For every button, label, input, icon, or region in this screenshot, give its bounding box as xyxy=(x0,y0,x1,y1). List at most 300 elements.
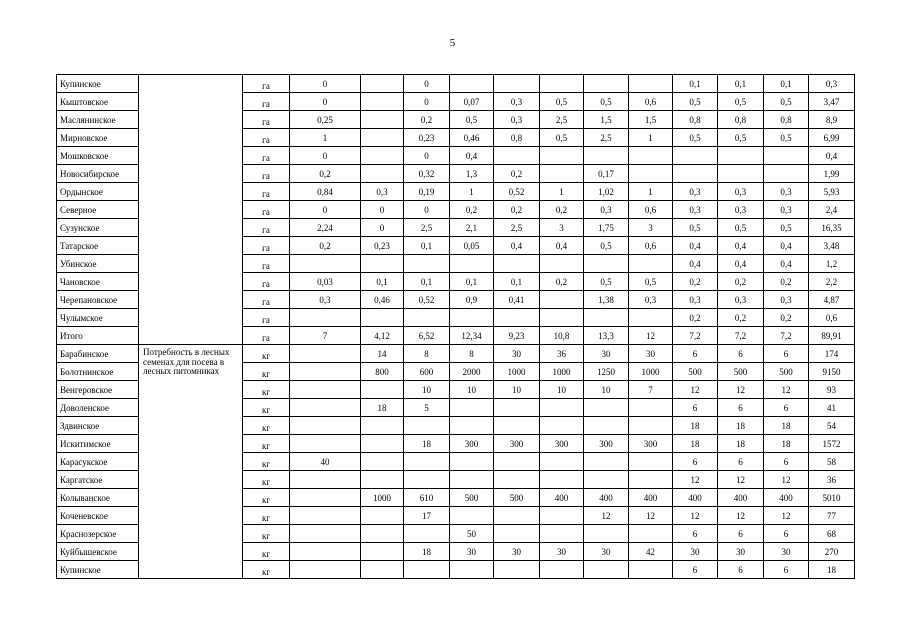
value-cell: 0,3 xyxy=(290,291,361,309)
value-cell: 300 xyxy=(540,435,584,453)
value-cell xyxy=(629,453,673,471)
value-cell: 0,25 xyxy=(290,111,361,129)
value-cell: 0,5 xyxy=(764,93,809,111)
value-cell: 1 xyxy=(629,129,673,147)
value-cell: 36 xyxy=(540,345,584,363)
value-cell xyxy=(361,561,404,579)
value-cell: 30 xyxy=(718,543,764,561)
district-name: Убинское xyxy=(57,255,139,273)
value-cell: 0,3 xyxy=(809,75,855,93)
district-name: Искитимское xyxy=(57,435,139,453)
value-cell: 12 xyxy=(673,471,718,489)
value-cell: 3,47 xyxy=(809,93,855,111)
unit-cell: кг xyxy=(243,561,290,579)
value-cell xyxy=(450,507,494,525)
district-name: Болотнинское xyxy=(57,363,139,381)
value-cell: 6 xyxy=(718,561,764,579)
value-cell: 58 xyxy=(809,453,855,471)
value-cell: 2,1 xyxy=(450,219,494,237)
value-cell: 18 xyxy=(718,417,764,435)
value-cell: 18 xyxy=(764,435,809,453)
value-cell: 0,3 xyxy=(764,183,809,201)
value-cell: 2,4 xyxy=(809,201,855,219)
value-cell: 0,5 xyxy=(450,111,494,129)
value-cell: 8 xyxy=(450,345,494,363)
value-cell: 1 xyxy=(540,183,584,201)
value-cell: 9150 xyxy=(809,363,855,381)
value-cell: 9,23 xyxy=(494,327,540,345)
page-number: 5 xyxy=(449,37,456,49)
value-cell: 0,2 xyxy=(290,165,361,183)
value-cell xyxy=(404,255,450,273)
value-cell: 50 xyxy=(450,525,494,543)
value-cell xyxy=(540,165,584,183)
value-cell: 600 xyxy=(404,363,450,381)
value-cell: 1,02 xyxy=(584,183,629,201)
value-cell: 500 xyxy=(494,489,540,507)
value-cell xyxy=(494,471,540,489)
value-cell: 30 xyxy=(764,543,809,561)
value-cell: 6 xyxy=(718,525,764,543)
value-cell xyxy=(290,525,361,543)
district-name: Каргатское xyxy=(57,471,139,489)
value-cell: 0,32 xyxy=(404,165,450,183)
value-cell xyxy=(361,309,404,327)
value-cell: 0,5 xyxy=(673,93,718,111)
value-cell xyxy=(540,291,584,309)
value-cell xyxy=(584,417,629,435)
value-cell: 6,52 xyxy=(404,327,450,345)
value-cell xyxy=(290,255,361,273)
value-cell xyxy=(290,435,361,453)
value-cell: 0,1 xyxy=(673,75,718,93)
value-cell xyxy=(450,255,494,273)
value-cell: 8 xyxy=(404,345,450,363)
district-name: Маслянинское xyxy=(57,111,139,129)
value-cell xyxy=(540,309,584,327)
value-cell: 300 xyxy=(629,435,673,453)
value-cell: 0,3 xyxy=(584,201,629,219)
value-cell: 77 xyxy=(809,507,855,525)
value-cell: 18 xyxy=(764,417,809,435)
value-cell: 16,35 xyxy=(809,219,855,237)
value-cell xyxy=(764,147,809,165)
value-cell: 2000 xyxy=(450,363,494,381)
value-cell xyxy=(361,507,404,525)
value-cell: 0,2 xyxy=(494,165,540,183)
value-cell: 6 xyxy=(673,561,718,579)
value-cell: 0,5 xyxy=(764,129,809,147)
value-cell: 0 xyxy=(361,219,404,237)
value-cell xyxy=(290,363,361,381)
value-cell: 3 xyxy=(629,219,673,237)
value-cell: 6 xyxy=(718,399,764,417)
value-cell xyxy=(494,75,540,93)
indicator-description: Потребность в лесных семенах для посева в лесных питомниках xyxy=(139,345,243,579)
unit-cell: кг xyxy=(243,507,290,525)
value-cell: 0,2 xyxy=(718,309,764,327)
value-cell: 12 xyxy=(673,381,718,399)
value-cell xyxy=(718,147,764,165)
value-cell: 2,5 xyxy=(494,219,540,237)
value-cell: 12 xyxy=(673,507,718,525)
district-name: Куйбышевское xyxy=(57,543,139,561)
value-cell xyxy=(629,309,673,327)
value-cell: 18 xyxy=(718,435,764,453)
value-cell: 500 xyxy=(673,363,718,381)
district-name: Доволенское xyxy=(57,399,139,417)
value-cell: 18 xyxy=(673,435,718,453)
value-cell: 0,8 xyxy=(673,111,718,129)
district-name: Краснозерское xyxy=(57,525,139,543)
value-cell xyxy=(584,471,629,489)
value-cell: 30 xyxy=(450,543,494,561)
value-cell: 1,99 xyxy=(809,165,855,183)
value-cell: 6 xyxy=(764,453,809,471)
value-cell: 400 xyxy=(540,489,584,507)
unit-cell: га xyxy=(243,309,290,327)
value-cell xyxy=(494,507,540,525)
value-cell: 89,91 xyxy=(809,327,855,345)
value-cell xyxy=(540,525,584,543)
value-cell: 30 xyxy=(494,543,540,561)
value-cell xyxy=(290,345,361,363)
district-name: Здвинское xyxy=(57,417,139,435)
value-cell: 0 xyxy=(361,201,404,219)
value-cell: 12 xyxy=(629,327,673,345)
table-row xyxy=(57,75,855,93)
unit-cell: га xyxy=(243,93,290,111)
value-cell: 12 xyxy=(764,507,809,525)
value-cell xyxy=(629,147,673,165)
value-cell: 13,3 xyxy=(584,327,629,345)
value-cell xyxy=(540,471,584,489)
unit-cell: га xyxy=(243,327,290,345)
value-cell: 0,5 xyxy=(673,219,718,237)
forest-seeds-table xyxy=(56,74,855,579)
value-cell: 0,3 xyxy=(764,291,809,309)
district-name: Барабинское xyxy=(57,345,139,363)
value-cell: 6 xyxy=(673,399,718,417)
value-cell xyxy=(361,75,404,93)
value-cell: 3,48 xyxy=(809,237,855,255)
value-cell: 0,1 xyxy=(361,273,404,291)
value-cell xyxy=(494,453,540,471)
value-cell xyxy=(404,417,450,435)
value-cell: 12,34 xyxy=(450,327,494,345)
value-cell: 270 xyxy=(809,543,855,561)
value-cell: 0,41 xyxy=(494,291,540,309)
value-cell: 0,8 xyxy=(718,111,764,129)
value-cell: 12 xyxy=(764,471,809,489)
value-cell: 0,5 xyxy=(718,129,764,147)
value-cell xyxy=(361,471,404,489)
district-name: Купинское xyxy=(57,561,139,579)
value-cell: 1 xyxy=(629,183,673,201)
value-cell xyxy=(450,309,494,327)
value-cell xyxy=(494,399,540,417)
value-cell xyxy=(361,111,404,129)
value-cell: 0,1 xyxy=(450,273,494,291)
value-cell: 0,2 xyxy=(673,273,718,291)
value-cell xyxy=(629,165,673,183)
district-name: Колыванское xyxy=(57,489,139,507)
unit-cell: кг xyxy=(243,489,290,507)
value-cell xyxy=(450,561,494,579)
indicator-description xyxy=(139,75,243,345)
value-cell xyxy=(540,75,584,93)
value-cell xyxy=(450,399,494,417)
value-cell: 7,2 xyxy=(673,327,718,345)
value-cell xyxy=(450,75,494,93)
value-cell xyxy=(290,561,361,579)
value-cell: 0,3 xyxy=(673,201,718,219)
value-cell: 1250 xyxy=(584,363,629,381)
value-cell: 10,8 xyxy=(540,327,584,345)
value-cell: 0,3 xyxy=(673,291,718,309)
value-cell xyxy=(361,129,404,147)
value-cell xyxy=(540,255,584,273)
unit-cell: га xyxy=(243,201,290,219)
value-cell xyxy=(290,471,361,489)
value-cell: 0,2 xyxy=(718,273,764,291)
district-name: Чановское xyxy=(57,273,139,291)
value-cell: 18 xyxy=(361,399,404,417)
value-cell: 0,3 xyxy=(494,111,540,129)
value-cell: 12 xyxy=(718,381,764,399)
value-cell: 0,3 xyxy=(629,291,673,309)
value-cell: 0,05 xyxy=(450,237,494,255)
value-cell: 0,3 xyxy=(718,201,764,219)
value-cell: 6 xyxy=(718,453,764,471)
value-cell: 0,8 xyxy=(764,111,809,129)
value-cell xyxy=(404,453,450,471)
value-cell xyxy=(361,147,404,165)
value-cell xyxy=(629,75,673,93)
value-cell: 0,3 xyxy=(673,183,718,201)
value-cell: 0,2 xyxy=(494,201,540,219)
value-cell xyxy=(673,165,718,183)
district-name: Чулымское xyxy=(57,309,139,327)
value-cell xyxy=(290,489,361,507)
value-cell: 7 xyxy=(290,327,361,345)
value-cell: 10 xyxy=(540,381,584,399)
value-cell: 0,5 xyxy=(673,129,718,147)
value-cell xyxy=(540,147,584,165)
district-name: Мирновское xyxy=(57,129,139,147)
value-cell: 4,12 xyxy=(361,327,404,345)
value-cell: 41 xyxy=(809,399,855,417)
value-cell xyxy=(361,435,404,453)
value-cell: 800 xyxy=(361,363,404,381)
value-cell: 18 xyxy=(673,417,718,435)
value-cell: 1000 xyxy=(361,489,404,507)
value-cell: 30 xyxy=(673,543,718,561)
value-cell xyxy=(290,309,361,327)
value-cell: 2,5 xyxy=(584,129,629,147)
value-cell xyxy=(290,417,361,435)
value-cell xyxy=(290,381,361,399)
unit-cell: га xyxy=(243,183,290,201)
value-cell xyxy=(540,561,584,579)
unit-cell: кг xyxy=(243,543,290,561)
value-cell xyxy=(361,543,404,561)
value-cell: 5010 xyxy=(809,489,855,507)
value-cell xyxy=(361,417,404,435)
value-cell: 400 xyxy=(718,489,764,507)
value-cell: 0,1 xyxy=(764,75,809,93)
value-cell: 30 xyxy=(584,345,629,363)
value-cell xyxy=(404,309,450,327)
value-cell: 0,2 xyxy=(764,309,809,327)
value-cell xyxy=(584,255,629,273)
value-cell: 0,9 xyxy=(450,291,494,309)
value-cell xyxy=(584,75,629,93)
unit-cell: га xyxy=(243,129,290,147)
value-cell: 40 xyxy=(290,453,361,471)
value-cell xyxy=(718,165,764,183)
value-cell: 7 xyxy=(629,381,673,399)
value-cell: 0,4 xyxy=(718,237,764,255)
value-cell: 0,5 xyxy=(718,93,764,111)
value-cell: 10 xyxy=(584,381,629,399)
value-cell: 0,4 xyxy=(718,255,764,273)
value-cell xyxy=(290,507,361,525)
value-cell: 174 xyxy=(809,345,855,363)
value-cell xyxy=(361,381,404,399)
value-cell: 0,6 xyxy=(629,93,673,111)
value-cell: 0,4 xyxy=(764,237,809,255)
value-cell xyxy=(404,525,450,543)
value-cell: 0,4 xyxy=(673,255,718,273)
unit-cell: кг xyxy=(243,525,290,543)
value-cell: 0,03 xyxy=(290,273,361,291)
value-cell xyxy=(450,453,494,471)
value-cell: 0,5 xyxy=(584,237,629,255)
value-cell xyxy=(540,507,584,525)
value-cell: 0,2 xyxy=(450,201,494,219)
value-cell xyxy=(361,93,404,111)
value-cell: 2,24 xyxy=(290,219,361,237)
value-cell: 0,4 xyxy=(450,147,494,165)
value-cell: 0,6 xyxy=(809,309,855,327)
value-cell: 0,19 xyxy=(404,183,450,201)
value-cell: 10 xyxy=(494,381,540,399)
value-cell: 5,93 xyxy=(809,183,855,201)
value-cell: 0,84 xyxy=(290,183,361,201)
unit-cell: га xyxy=(243,165,290,183)
value-cell: 7,2 xyxy=(764,327,809,345)
unit-cell: га xyxy=(243,237,290,255)
value-cell: 0,4 xyxy=(809,147,855,165)
value-cell: 0,46 xyxy=(450,129,494,147)
unit-cell: га xyxy=(243,291,290,309)
value-cell: 0,1 xyxy=(718,75,764,93)
value-cell: 0,5 xyxy=(540,93,584,111)
value-cell: 3 xyxy=(540,219,584,237)
value-cell xyxy=(629,561,673,579)
value-cell: 0,5 xyxy=(540,129,584,147)
value-cell: 12 xyxy=(629,507,673,525)
value-cell: 14 xyxy=(361,345,404,363)
unit-cell: га xyxy=(243,147,290,165)
district-name: Итого xyxy=(57,327,139,345)
value-cell: 1000 xyxy=(629,363,673,381)
value-cell: 42 xyxy=(629,543,673,561)
value-cell xyxy=(494,417,540,435)
value-cell: 300 xyxy=(494,435,540,453)
unit-cell: кг xyxy=(243,363,290,381)
value-cell xyxy=(361,165,404,183)
unit-cell: кг xyxy=(243,435,290,453)
district-name: Мошковское xyxy=(57,147,139,165)
value-cell: 400 xyxy=(629,489,673,507)
value-cell: 0 xyxy=(290,75,361,93)
value-cell xyxy=(540,417,584,435)
value-cell xyxy=(629,399,673,417)
table-body xyxy=(57,75,855,579)
value-cell: 0,2 xyxy=(540,273,584,291)
value-cell xyxy=(540,453,584,471)
value-cell: 10 xyxy=(404,381,450,399)
district-name: Ордынское xyxy=(57,183,139,201)
value-cell: 1,5 xyxy=(629,111,673,129)
value-cell: 6 xyxy=(764,345,809,363)
value-cell: 6 xyxy=(764,399,809,417)
value-cell: 0,3 xyxy=(718,183,764,201)
unit-cell: кг xyxy=(243,381,290,399)
district-name: Черепановское xyxy=(57,291,139,309)
value-cell xyxy=(494,561,540,579)
unit-cell: кг xyxy=(243,453,290,471)
value-cell: 500 xyxy=(450,489,494,507)
value-cell: 0,2 xyxy=(540,201,584,219)
value-cell: 6 xyxy=(718,345,764,363)
value-cell: 0,2 xyxy=(290,237,361,255)
value-cell: 8,9 xyxy=(809,111,855,129)
value-cell: 68 xyxy=(809,525,855,543)
value-cell: 18 xyxy=(404,435,450,453)
value-cell: 300 xyxy=(584,435,629,453)
value-cell: 0 xyxy=(404,93,450,111)
value-cell: 0,5 xyxy=(629,273,673,291)
value-cell: 0,2 xyxy=(673,309,718,327)
value-cell: 1,3 xyxy=(450,165,494,183)
value-cell: 0,1 xyxy=(404,237,450,255)
value-cell: 6,99 xyxy=(809,129,855,147)
value-cell: 1000 xyxy=(494,363,540,381)
value-cell: 1,2 xyxy=(809,255,855,273)
value-cell: 1,75 xyxy=(584,219,629,237)
value-cell: 0,17 xyxy=(584,165,629,183)
value-cell xyxy=(584,561,629,579)
value-cell xyxy=(629,525,673,543)
value-cell: 0,5 xyxy=(584,93,629,111)
value-cell: 12 xyxy=(718,471,764,489)
value-cell xyxy=(764,165,809,183)
unit-cell: га xyxy=(243,219,290,237)
value-cell: 30 xyxy=(584,543,629,561)
value-cell: 4,87 xyxy=(809,291,855,309)
value-cell: 30 xyxy=(629,345,673,363)
value-cell: 54 xyxy=(809,417,855,435)
table-row xyxy=(57,345,855,363)
value-cell: 0 xyxy=(404,147,450,165)
value-cell: 6 xyxy=(673,453,718,471)
unit-cell: кг xyxy=(243,399,290,417)
value-cell xyxy=(494,147,540,165)
unit-cell: кг xyxy=(243,471,290,489)
